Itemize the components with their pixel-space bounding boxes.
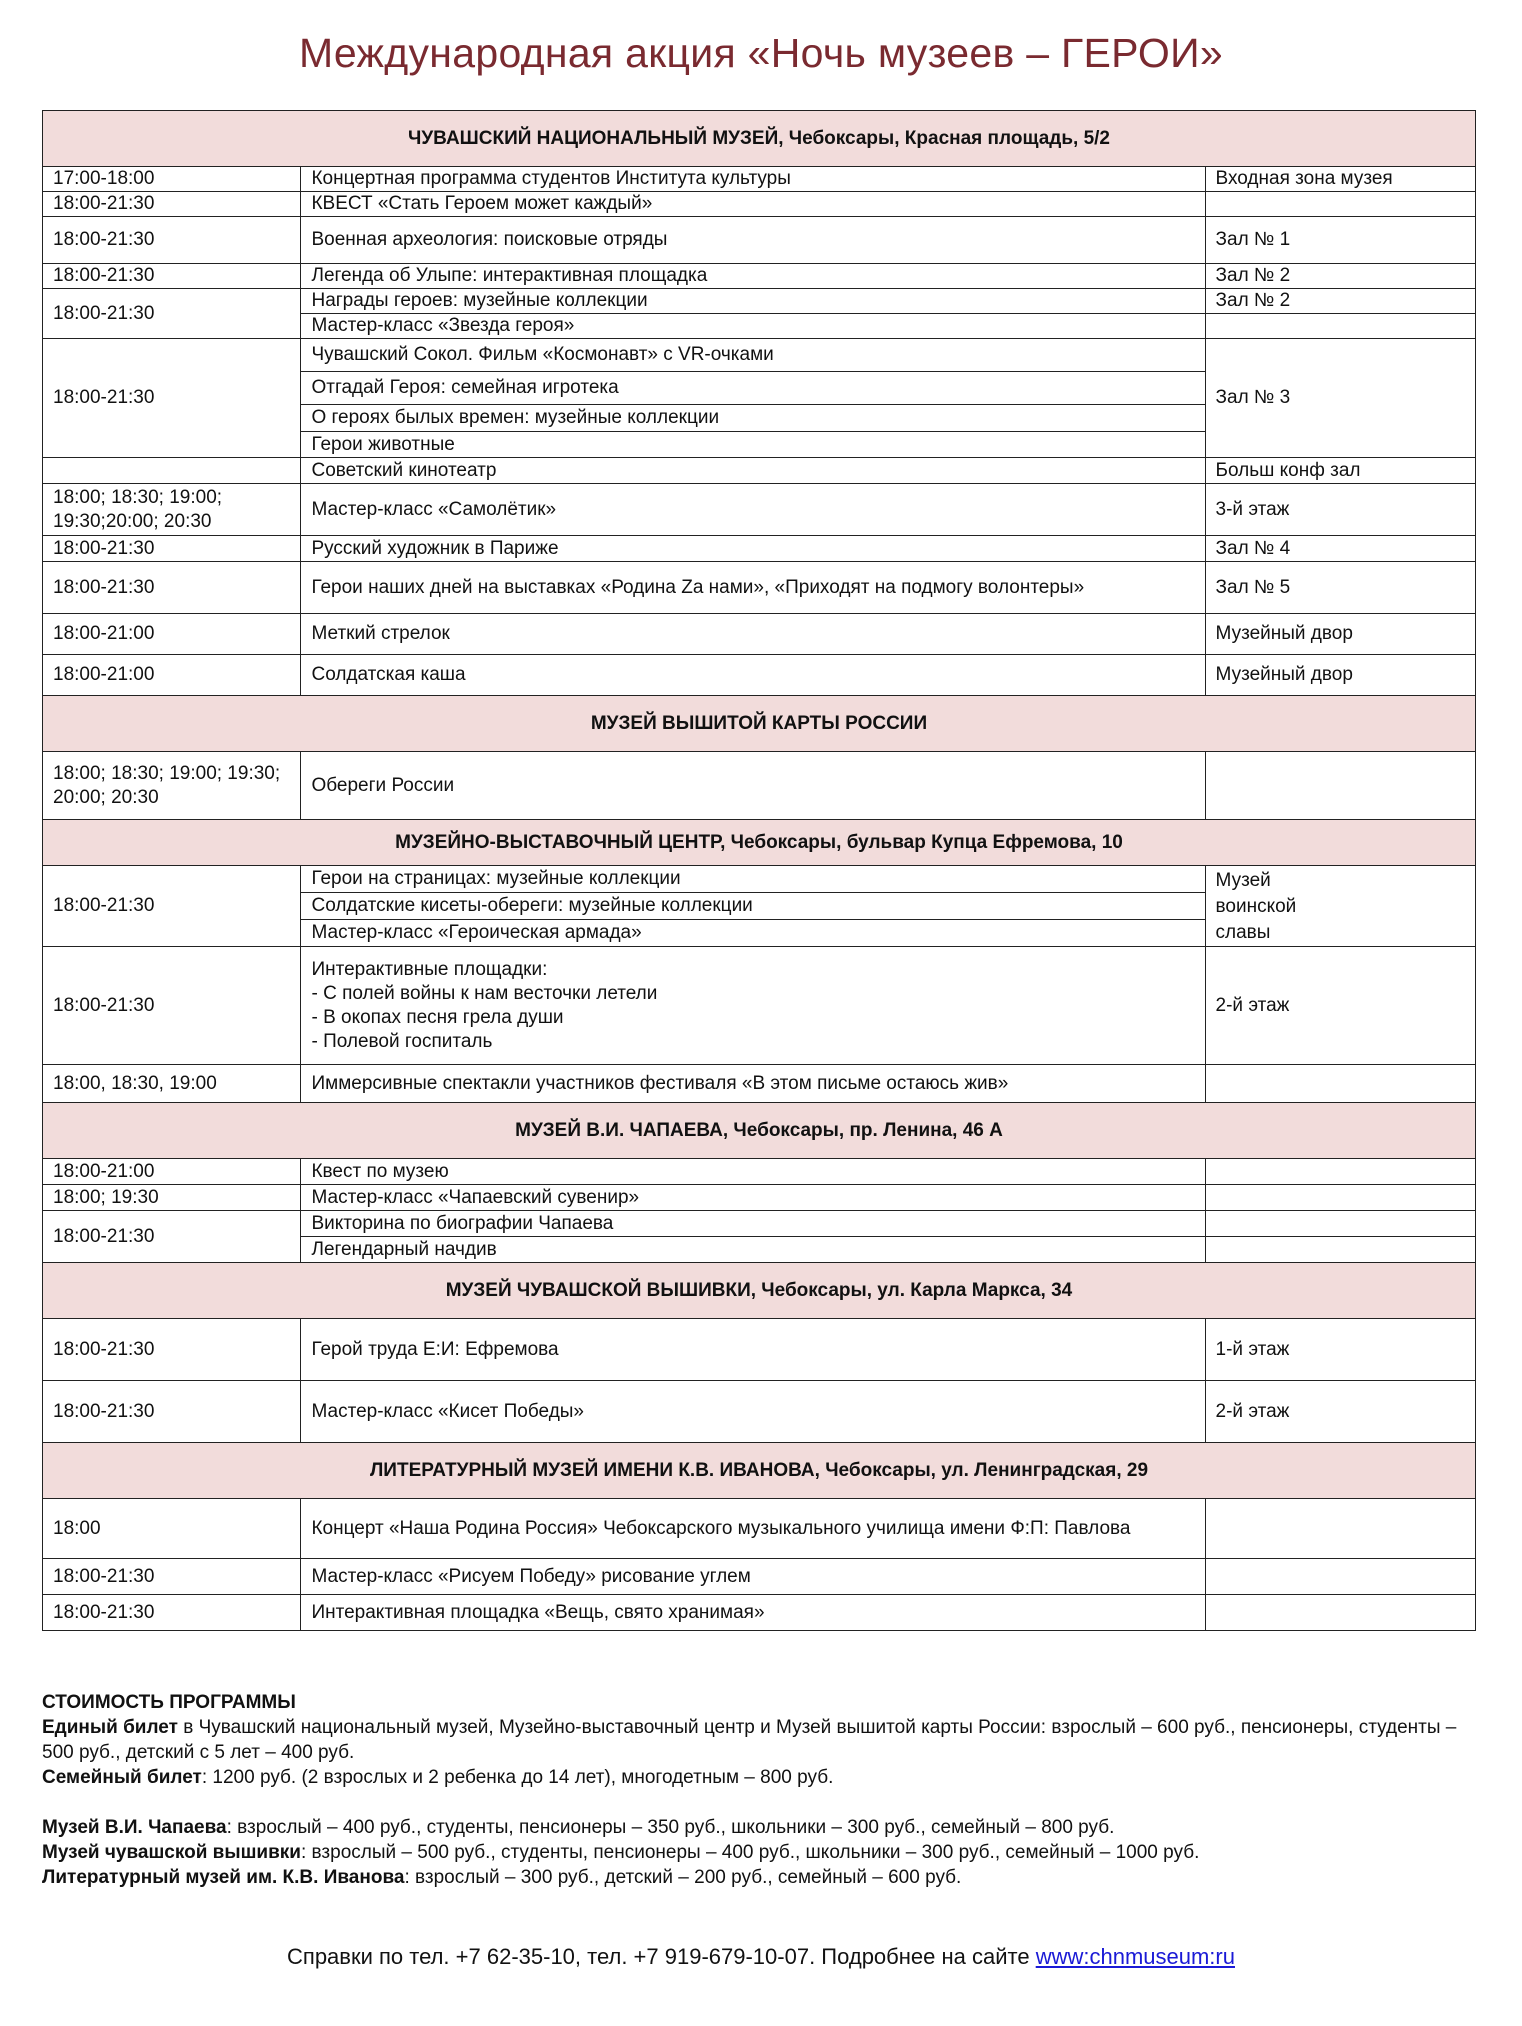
time-cell: 18:00-21:00 bbox=[43, 655, 301, 696]
event-cell: Концертная программа студентов Института культуры bbox=[301, 167, 1205, 192]
event-cell: Викторина по биографии Чапаева bbox=[301, 1211, 1205, 1237]
time-cell bbox=[43, 458, 301, 484]
event-line: - Полевой госпиталь bbox=[311, 1030, 493, 1052]
place-cell: Зал № 1 bbox=[1205, 217, 1475, 264]
event-cell: Отгадай Героя: семейная игротека bbox=[301, 372, 1205, 405]
event-cell: Герои животные bbox=[301, 432, 1205, 458]
section-header bbox=[43, 696, 1476, 752]
footer-text: Справки по тел. +7 62-35-10, тел. +7 919-679-10-07. Подробнее на сайте bbox=[287, 1944, 1036, 1969]
place-cell bbox=[1205, 1499, 1475, 1559]
table-row bbox=[43, 1499, 1476, 1559]
place-cell bbox=[1205, 1595, 1475, 1631]
time-cell: 18:00, 18:30, 19:00 bbox=[43, 1065, 301, 1103]
place-cell bbox=[1205, 192, 1475, 217]
event-line: - С полей войны к нам весточки летели bbox=[311, 982, 658, 1004]
page-title: Международная акция «Ночь музеев – ГЕРОИ» bbox=[299, 30, 1223, 76]
time-cell: 18:00-21:00 bbox=[43, 1159, 301, 1185]
section-header bbox=[43, 1443, 1476, 1499]
event-cell: Награды героев: музейные коллекции bbox=[301, 289, 1205, 314]
place-cell: Зал № 2 bbox=[1205, 289, 1475, 314]
event-cell: Мастер-класс «Самолётик» bbox=[301, 484, 1205, 536]
event-line: Интерактивные площадки: bbox=[311, 958, 548, 980]
literary-label: Литературный музей им. К.В. Иванова bbox=[42, 1867, 405, 1888]
place-cell bbox=[1205, 1211, 1475, 1237]
event-cell: Квест по музею bbox=[301, 1159, 1205, 1185]
time-cell: 18:00 bbox=[43, 1499, 301, 1559]
section-title: МУЗЕЙ В.И. ЧАПАЕВА, Чебоксары, пр. Ленина, 46 А bbox=[43, 1103, 1476, 1159]
table-row bbox=[43, 1595, 1476, 1631]
place-cell bbox=[1205, 1185, 1475, 1211]
event-cell: Мастер-класс «Звезда героя» bbox=[301, 314, 1205, 339]
event-cell: Мастер-класс «Героическая армада» bbox=[301, 920, 1205, 947]
time-cell: 18:00-21:30 bbox=[43, 339, 301, 458]
table-row bbox=[43, 1319, 1476, 1381]
schedule-table bbox=[42, 110, 1476, 1631]
place-cell bbox=[1205, 1159, 1475, 1185]
place-cell: Музейный двор bbox=[1205, 655, 1475, 696]
section-header bbox=[43, 1263, 1476, 1319]
place-cell bbox=[1205, 314, 1475, 339]
table-row bbox=[43, 947, 1476, 1065]
event-cell: Иммерсивные спектакли участников фестиваля «В этом письме остаюсь жив» bbox=[301, 1065, 1205, 1103]
table-row bbox=[43, 1381, 1476, 1443]
website-link[interactable]: www:chnmuseum:ru bbox=[1035, 1944, 1235, 1969]
time-cell: 17:00-18:00 bbox=[43, 167, 301, 192]
place-cell bbox=[1205, 1237, 1475, 1263]
place-text: Музей воинской славы bbox=[1215, 870, 1297, 943]
place-cell: 1-й этаж bbox=[1205, 1319, 1475, 1381]
table-row bbox=[43, 655, 1476, 696]
table-row bbox=[43, 1185, 1476, 1211]
place-cell: 3-й этаж bbox=[1205, 484, 1475, 536]
table-row bbox=[43, 562, 1476, 614]
time-cell: 18:00; 18:30; 19:00; 19:30;20:00; 20:30 bbox=[43, 484, 301, 536]
place-cell bbox=[1205, 866, 1475, 947]
table-row bbox=[43, 614, 1476, 655]
literary-prices bbox=[42, 1865, 1482, 1890]
time-cell: 18:00-21:30 bbox=[43, 192, 301, 217]
embroidery-text: : взрослый – 500 руб., студенты, пенсионеры – 400 руб., школьники – 300 руб., семейный – 1000 руб. bbox=[300, 1842, 1200, 1863]
section-header bbox=[43, 1103, 1476, 1159]
chapaev-prices bbox=[42, 1815, 1482, 1840]
event-cell: Легенда об Улыпе: интерактивная площадка bbox=[301, 264, 1205, 289]
table-row bbox=[43, 167, 1476, 192]
place-cell bbox=[1205, 1065, 1475, 1103]
event-cell: Солдатская каша bbox=[301, 655, 1205, 696]
event-cell: Меткий стрелок bbox=[301, 614, 1205, 655]
prices-block bbox=[42, 1690, 1482, 1890]
literary-text: : взрослый – 300 руб., детский – 200 руб., семейный – 600 руб. bbox=[404, 1867, 962, 1888]
table-row bbox=[43, 484, 1476, 536]
spacer bbox=[42, 1790, 1482, 1815]
section-title: ЧУВАШСКИЙ НАЦИОНАЛЬНЫЙ МУЗЕЙ, Чебоксары, Красная площадь, 5/2 bbox=[43, 111, 1476, 167]
time-cell: 18:00-21:30 bbox=[43, 1559, 301, 1595]
table-row bbox=[43, 866, 1476, 893]
event-cell: Солдатские кисеты-обереги: музейные коллекции bbox=[301, 893, 1205, 920]
footer bbox=[0, 1944, 1522, 1970]
place-cell: Зал № 5 bbox=[1205, 562, 1475, 614]
event-cell: Легендарный начдив bbox=[301, 1237, 1205, 1263]
time-cell: 18:00-21:30 bbox=[43, 1381, 301, 1443]
event-cell: Чувашский Сокол. Фильм «Космонавт» с VR-очками bbox=[301, 339, 1205, 372]
section-title: МУЗЕЙ ВЫШИТОЙ КАРТЫ РОССИИ bbox=[43, 696, 1476, 752]
table-row bbox=[43, 1065, 1476, 1103]
time-cell: 18:00-21:30 bbox=[43, 562, 301, 614]
time-cell: 18:00; 19:30 bbox=[43, 1185, 301, 1211]
table-row bbox=[43, 1211, 1476, 1237]
table-row bbox=[43, 752, 1476, 820]
event-cell: Русский художник в Париже bbox=[301, 536, 1205, 562]
time-cell: 18:00-21:00 bbox=[43, 614, 301, 655]
place-cell: Зал № 3 bbox=[1205, 339, 1475, 458]
time-cell: 18:00-21:30 bbox=[43, 1319, 301, 1381]
single-ticket bbox=[42, 1715, 1482, 1765]
event-cell: Советский кинотеатр bbox=[301, 458, 1205, 484]
single-ticket-label: Единый билет bbox=[42, 1717, 178, 1738]
section-title: МУЗЕЙНО-ВЫСТАВОЧНЫЙ ЦЕНТР, Чебоксары, бульвар Купца Ефремова, 10 bbox=[43, 820, 1476, 866]
family-ticket-label: Семейный билет bbox=[42, 1767, 202, 1788]
place-cell: Входная зона музея bbox=[1205, 167, 1475, 192]
section-header bbox=[43, 111, 1476, 167]
event-cell: Мастер-класс «Кисет Победы» bbox=[301, 1381, 1205, 1443]
embroidery-label: Музей чувашской вышивки bbox=[42, 1842, 301, 1863]
place-cell bbox=[1205, 1559, 1475, 1595]
time-cell: 18:00-21:30 bbox=[43, 1595, 301, 1631]
time-cell: 18:00-21:30 bbox=[43, 866, 301, 947]
prices-heading-text: СТОИМОСТЬ ПРОГРАММЫ bbox=[42, 1692, 296, 1713]
place-cell: 2-й этаж bbox=[1205, 947, 1475, 1065]
event-cell: О героях былых времен: музейные коллекции bbox=[301, 405, 1205, 432]
time-cell: 18:00-21:30 bbox=[43, 536, 301, 562]
place-cell: Больш конф зал bbox=[1205, 458, 1475, 484]
table-row bbox=[43, 264, 1476, 289]
event-cell: КВЕСТ «Стать Героем может каждый» bbox=[301, 192, 1205, 217]
family-ticket bbox=[42, 1765, 1482, 1790]
table-row bbox=[43, 536, 1476, 562]
place-cell: Зал № 4 bbox=[1205, 536, 1475, 562]
chapaev-label: Музей В.И. Чапаева bbox=[42, 1817, 227, 1838]
prices-heading bbox=[42, 1690, 1482, 1715]
table-row bbox=[43, 289, 1476, 314]
table-row bbox=[43, 1559, 1476, 1595]
table-row bbox=[43, 192, 1476, 217]
table-row bbox=[43, 339, 1476, 372]
chapaev-text: : взрослый – 400 руб., студенты, пенсионеры – 350 руб., школьники – 300 руб., семейный – 800 руб. bbox=[226, 1817, 1115, 1838]
event-cell: Концерт «Наша Родина Россия» Чебоксарского музыкального училища имени Ф:П: Павлова bbox=[301, 1499, 1205, 1559]
family-ticket-text: : 1200 руб. (2 взрослых и 2 ребенка до 14 лет), многодетным – 800 руб. bbox=[201, 1767, 834, 1788]
place-cell: Зал № 2 bbox=[1205, 264, 1475, 289]
place-cell bbox=[1205, 752, 1475, 820]
event-cell: Герои на страницах: музейные коллекции bbox=[301, 866, 1205, 893]
section-header bbox=[43, 820, 1476, 866]
time-cell: 18:00-21:30 bbox=[43, 289, 301, 339]
section-title: МУЗЕЙ ЧУВАШСКОЙ ВЫШИВКИ, Чебоксары, ул. Карла Маркса, 34 bbox=[43, 1263, 1476, 1319]
place-cell: Музейный двор bbox=[1205, 614, 1475, 655]
time-cell: 18:00; 18:30; 19:00; 19:30; 20:00; 20:30 bbox=[43, 752, 301, 820]
table-row bbox=[43, 458, 1476, 484]
place-cell: 2-й этаж bbox=[1205, 1381, 1475, 1443]
event-cell: Обереги России bbox=[301, 752, 1205, 820]
event-cell: Интерактивная площадка «Вещь, свято хранимая» bbox=[301, 1595, 1205, 1631]
event-cell: Военная археология: поисковые отряды bbox=[301, 217, 1205, 264]
table-row bbox=[43, 1159, 1476, 1185]
event-cell: Герой труда Е:И: Ефремова bbox=[301, 1319, 1205, 1381]
event-line: - В окопах песня грела души bbox=[311, 1006, 564, 1028]
time-cell: 18:00-21:30 bbox=[43, 217, 301, 264]
time-cell: 18:00-21:30 bbox=[43, 1211, 301, 1263]
time-cell: 18:00-21:30 bbox=[43, 947, 301, 1065]
event-cell bbox=[301, 947, 1205, 1065]
section-title: ЛИТЕРАТУРНЫЙ МУЗЕЙ ИМЕНИ К.В. ИВАНОВА, Чебоксары, ул. Ленинградская, 29 bbox=[43, 1443, 1476, 1499]
event-cell: Мастер-класс «Чапаевский сувенир» bbox=[301, 1185, 1205, 1211]
embroidery-prices bbox=[42, 1840, 1482, 1865]
event-cell: Герои наших дней на выставках «Родина Zа нами», «Приходят на подмогу волонтеры» bbox=[301, 562, 1205, 614]
table-row bbox=[43, 217, 1476, 264]
time-cell: 18:00-21:30 bbox=[43, 264, 301, 289]
event-cell: Мастер-класс «Рисуем Победу» рисование углем bbox=[301, 1559, 1205, 1595]
single-ticket-text: в Чувашский национальный музей, Музейно-выставочный центр и Музей вышитой карты России: взрослый – 600 руб., пенсионеры, студенты – 500 руб., детский с 5 лет – 400 руб. bbox=[42, 1717, 1457, 1763]
